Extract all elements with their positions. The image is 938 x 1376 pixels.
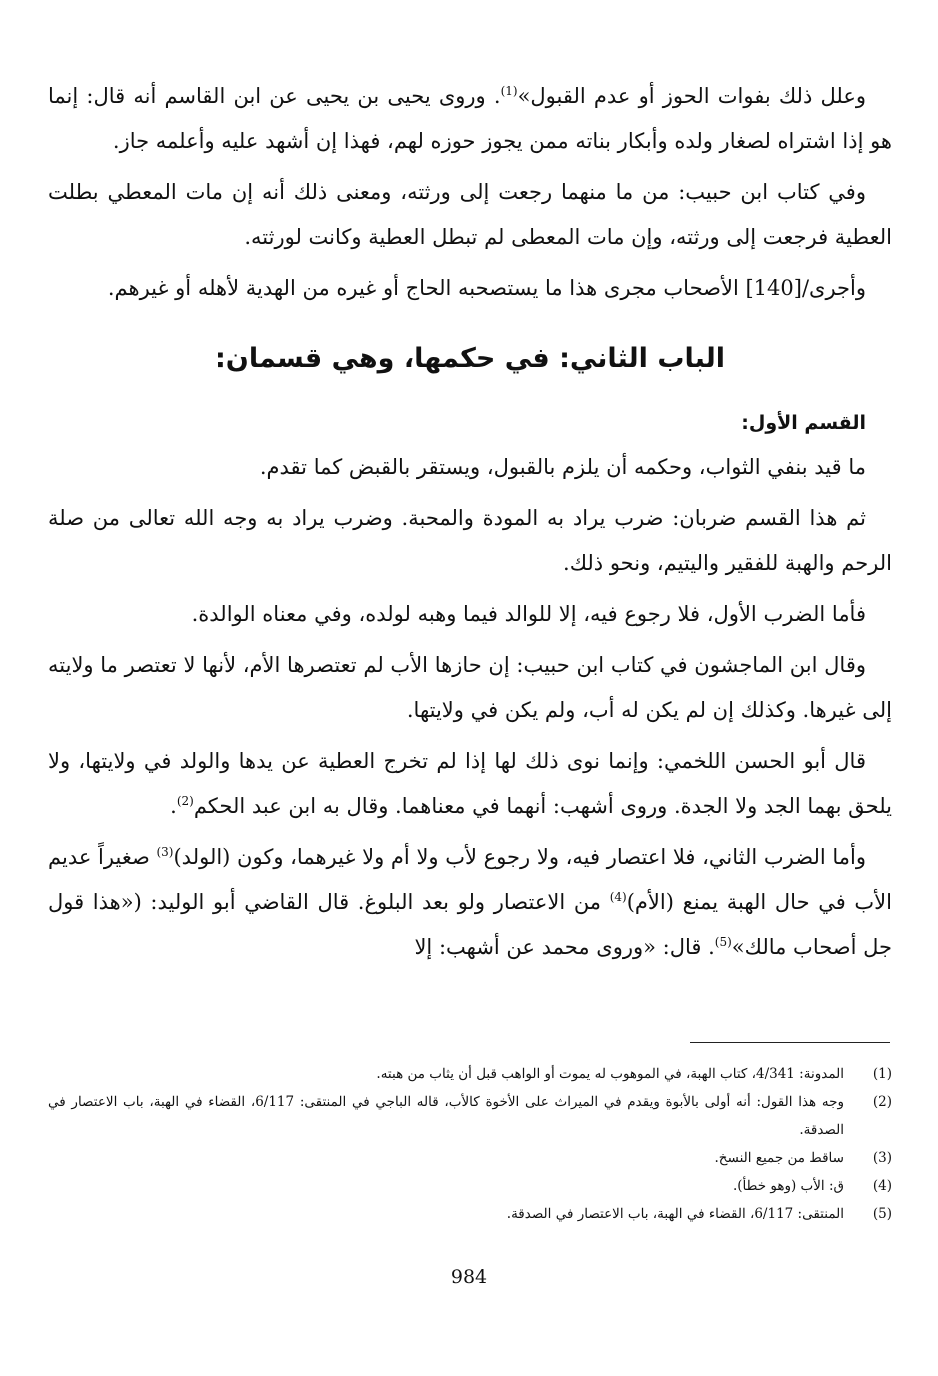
paragraph-9: [48, 835, 892, 970]
footnote-1: [48, 1060, 892, 1088]
footnote-number: (1): [872, 1066, 892, 1082]
footnote-ref-2[interactable]: (2): [176, 794, 194, 808]
paragraph-7: وقال ابن الماجشون في كتاب ابن حبيب: إن حازها الأب لم تعتصرها الأم، لأنها لا تعتصر ما ولايته إلى غيرها. وكذلك إن لم يكن له أب، ولم يكن في ولايتها.: [48, 653, 892, 722]
paragraph-2: وفي كتاب ابن حبيب: من ما منهما رجعت إلى ورثته، ومعنى ذلك أنه إن مات المعطي بطلت العطية فرجعت إلى ورثته، وإن مات المعطى لم تبطل العطية وكانت لورثته.: [48, 180, 892, 249]
page-number: 984: [450, 1266, 488, 1288]
footnote-divider: [690, 1042, 890, 1043]
paragraph-9-part-2: صغيراً عديم الأب في حال الهبة يمنع (الأم): [48, 845, 892, 914]
paragraph-8: [48, 739, 892, 829]
footnote-5: [48, 1200, 892, 1228]
footnote-number: (3): [872, 1150, 892, 1166]
footnote-ref-5[interactable]: (5): [714, 935, 732, 949]
paragraph-9-part-4: . قال: «وروى محمد عن أشهب: إلا: [414, 935, 715, 959]
chapter-title: الباب الثاني: في حكمها، وهي قسمان:: [214, 343, 726, 374]
footnote-ref-3[interactable]: (3): [156, 845, 174, 859]
main-text: [48, 74, 892, 976]
footnote-4: [48, 1172, 892, 1200]
paragraph-8-pre: قال أبو الحسن اللخمي: وإنما نوى ذلك لها إذا لم تخرج العطية عن يدها والولد في ولايتها، ولا يلحق بهما الجد ولا الجدة. وروى أشهب: أنهما في معناهما. وقال به ابن عبد الحكم: [48, 749, 892, 818]
footnote-text: ق: الأب (وهو خطأ).: [732, 1178, 844, 1194]
paragraph-6: فأما الضرب الأول، فلا رجوع فيه، إلا للوالد فيما وهبه لولده، وفي معناه الوالدة.: [191, 602, 866, 626]
paragraph-1: [48, 74, 892, 164]
footnote-number: (4): [872, 1178, 892, 1194]
paragraph-9-part-1: وأما الضرب الثاني، فلا اعتصار فيه، ولا رجوع لأب ولا أم ولا غيرهما، وكون (الولد): [173, 845, 867, 869]
footnote-2: [48, 1088, 892, 1144]
footnote-text: المدونة: 4/341، كتاب الهبة، في الموهوب له يموت أو الواهب قبل أن يثاب من هبته.: [376, 1066, 844, 1082]
footnote-3: [48, 1144, 892, 1172]
paragraph-8-post: .: [170, 794, 177, 818]
footnote-number: (5): [872, 1206, 892, 1222]
paragraph-1-post: . وروى يحيى بن يحيى عن ابن القاسم أنه قال: إنما هو إذا اشتراه لصغار ولده وأبكار بناته ممن يجوز حوزه لهم، فهذا إن أشهد عليه وأعلمه جاز.: [48, 84, 892, 153]
footnote-ref-4[interactable]: (4): [609, 890, 627, 904]
footnote-text: المنتقى: 6/117، القضاء في الهبة، باب الاعتصار في الصدقة.: [506, 1206, 844, 1222]
paragraph-1-pre: وعلل ذلك بفوات الحوز أو عدم القبول»: [517, 84, 866, 108]
footnote-ref-1[interactable]: (1): [500, 84, 518, 98]
footnote-text: ساقط من جميع النسخ.: [714, 1150, 844, 1166]
paragraph-3: وأجرى/[140] الأصحاب مجرى هذا ما يستصحبه الحاج أو غيره من الهدية لأهله أو غيرهم.: [107, 276, 866, 300]
section-title: القسم الأول:: [741, 412, 866, 434]
paragraph-4: ما قيد بنفي الثواب، وحكمه أن يلزم بالقبول، ويستقر بالقبض كما تقدم.: [259, 455, 866, 479]
paragraph-9-part-3: من الاعتصار ولو بعد البلوغ. قال القاضي أبو الوليد: («هذا قول جل أصحاب مالك»: [48, 890, 892, 959]
footnote-number: (2): [872, 1094, 892, 1110]
footnote-text: وجه هذا القول: أنه أولى بالأبوة ويقدم في الميراث على الأخوة كالأب، قاله الباجي في المنتقى: 6/117، القضاء في الهبة، باب الاعتصار في الصدقة.: [48, 1094, 844, 1138]
footnotes: [48, 1060, 892, 1228]
paragraph-5: ثم هذا القسم ضربان: ضرب يراد به المودة والمحبة. وضرب يراد به وجه الله تعالى من صلة الرحم والهبة للفقير واليتيم، ونحو ذلك.: [48, 506, 892, 575]
